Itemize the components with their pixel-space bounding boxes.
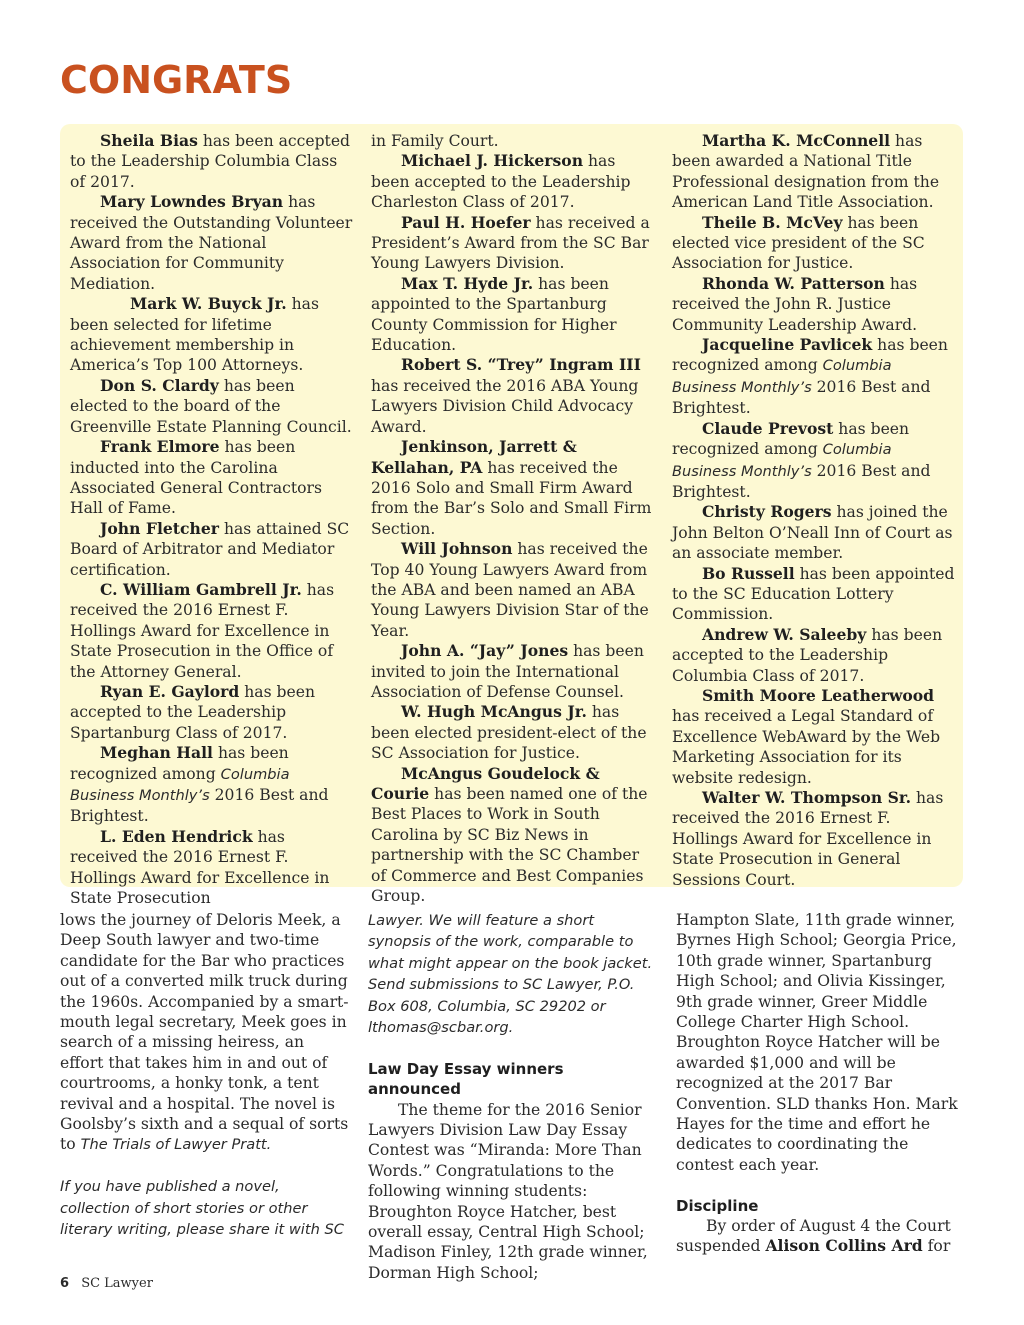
announcement-text: has received the 2016 Ernest F. Hollings Award for Excellence in State Prosecution: [70, 827, 330, 908]
announcement-name: Ryan E. Gaylord: [100, 681, 240, 701]
announcement-item: [70, 131, 354, 192]
column-continuation: in Family Court.: [371, 132, 499, 150]
announcement-text: has been invited to join the International Association of Defense Counsel.: [371, 642, 644, 701]
congrats-column-2-list: [371, 151, 655, 906]
announcement-name: Bo Russell: [702, 563, 795, 583]
announcement-text: has received the Outstanding Volunteer Award from the National Association for Community Mediation.: [70, 193, 353, 293]
book-review-paragraph: [60, 910, 350, 1156]
page-number: 6: [60, 1276, 70, 1291]
announcement-name: John Fletcher: [100, 518, 219, 538]
book-title: The Trials of Lawyer Pratt.: [80, 1136, 272, 1154]
announcement-item: [70, 294, 354, 376]
announcement-item: [371, 764, 655, 907]
discipline-paragraph: [676, 1216, 966, 1257]
congrats-column-3: [672, 131, 956, 890]
announcement-name: Christy Rogers: [702, 502, 832, 522]
announcement-name: Frank Elmore: [100, 437, 220, 457]
discipline-name: Alison Collins Ard: [765, 1236, 923, 1256]
submission-note-start: [60, 1176, 350, 1240]
announcement-item: [70, 376, 354, 437]
submission-note-text-cont: Lawyer. We will feature a short synopsis of the work, comparable to what might appear on the book jacket. Send submissions to SC Lawyer, P.O. Box 608, Columbia, SC 29202 or lthomas@scbar.org.: [368, 912, 653, 1037]
announcement-text: has been inducted into the Carolina Associated General Contractors Hall of Fame.: [70, 438, 322, 518]
publication-title: Columbia Business Monthly’s: [70, 765, 290, 804]
law-day-paragraph-cont: Hampton Slate, 11th grade winner, Byrnes High School; Georgia Price, 10th grade winner, Spartanburg High School; and Olivia Kissinger, 9th grade winner, Greer Middle College Charter High School. Broughton Royce Hatcher will be awarded $1,000 and will be recognized at the 2017 Bar Convention. SLD thanks Hon. Mark Hayes for the time and effort he dedicates to coordinating the contest each year.: [676, 911, 958, 1174]
publication-title: Columbia Business Monthly’s: [672, 357, 892, 396]
announcement-item: [672, 213, 956, 274]
announcement-name: Rhonda W. Patterson: [702, 273, 885, 293]
announcement-text: has been accepted to the Leadership Columbia Class of 2017.: [70, 132, 351, 191]
publication-title: Columbia Business Monthly’s: [672, 441, 892, 480]
announcement-item: [672, 564, 956, 625]
announcement-text: has received the Top 40 Young Lawyers Award from the ABA and been named an ABA Young Lawyers Division Star of the Year.: [371, 540, 649, 640]
announcement-name: Don S. Clardy: [100, 375, 219, 395]
announcement-name: Meghan Hall: [100, 743, 213, 763]
announcement-text: has received a President’s Award from the SC Bar Young Lawyers Division.: [371, 213, 650, 273]
bottom-column-2: [368, 910, 658, 1283]
discipline-text: By order of August 4 the Court suspended: [676, 1217, 951, 1256]
announcement-text: has been recognized among: [672, 419, 910, 459]
announcement-item: [70, 682, 354, 743]
announcement-item: [371, 539, 655, 641]
discipline-heading: Discipline: [676, 1196, 759, 1215]
announcement-name: Sheila Bias: [100, 131, 198, 150]
announcement-item: [371, 213, 655, 274]
announcement-text: has received a Legal Standard of Excellence WebAward by the Web Marketing Association for its website redesign.: [672, 707, 941, 787]
announcement-text: has been awarded a National Title Professional designation from the American Land Title Association.: [672, 132, 940, 212]
page-footer: [60, 1276, 153, 1291]
announcement-text: has attained SC Board of Arbitrator and Mediator certification.: [70, 519, 350, 579]
announcement-item: [371, 151, 655, 212]
announcement-text: has been elected to the board of the Greenville Estate Planning Council.: [70, 376, 352, 436]
announcement-name: Mark W. Buyck Jr.: [130, 294, 287, 314]
announcement-name: C. William Gambrell Jr.: [100, 579, 302, 599]
announcement-item: [371, 641, 655, 702]
announcement-text: has been elected president-elect of the SC Association for Justice.: [371, 703, 647, 763]
announcement-text: has been elected vice president of the SC Association for Justice.: [672, 213, 925, 273]
announcement-name: Jenkinson, Jarrett & Kellahan, PA: [371, 437, 577, 477]
announcement-name: Michael J. Hickerson: [401, 151, 584, 171]
announcement-name: Paul H. Hoefer: [401, 212, 531, 232]
announcement-name: Smith Moore Leatherwood: [702, 685, 935, 705]
law-day-paragraph: The theme for the 2016 Senior Lawyers Division Law Day Essay Contest was “Miranda: More Than Words.” Congratulations to the following winning students: Broughton Royce Hatcher, best overall essay, Central High School; Madison Finley, 12th grade winner, Dorman High School;: [368, 1100, 648, 1282]
announcement-text: has been selected for lifetime achievement membership in America’s Top 100 Attorneys.: [70, 295, 319, 375]
announcement-item: [672, 274, 956, 335]
announcement-text: has been appointed to the SC Education Lottery Commission.: [672, 564, 955, 624]
announcement-name: Martha K. McConnell: [702, 131, 891, 150]
announcement-item: [371, 274, 655, 356]
announcement-text-end: 2016 Best and Brightest.: [672, 377, 931, 418]
announcement-text-end: 2016 Best and Brightest.: [672, 461, 931, 501]
announcement-text: has received the 2016 Ernest F. Hollings Award for Excellence in State Prosecution in General Sessions Court.: [672, 789, 944, 889]
publication-name: SC Lawyer: [81, 1276, 153, 1291]
bottom-column-3: [676, 910, 966, 1257]
announcement-text: has received the John R. Justice Community Leadership Award.: [672, 274, 918, 334]
announcement-item: [672, 788, 956, 890]
announcement-item: [70, 743, 354, 827]
announcement-item: [371, 355, 655, 437]
announcement-text: has joined the John Belton O’Neall Inn of Court as an associate member.: [672, 503, 953, 563]
congrats-column-2: [371, 131, 655, 906]
announcement-name: John A. “Jay” Jones: [401, 641, 569, 661]
announcement-item: [672, 686, 956, 788]
announcement-item: [70, 437, 354, 519]
announcement-name: Jacqueline Pavlicek: [702, 335, 873, 355]
announcement-name: Will Johnson: [401, 539, 513, 559]
announcement-name: L. Eden Hendrick: [100, 826, 253, 846]
announcement-text: has been recognized among: [70, 744, 289, 783]
announcement-item: [371, 702, 655, 763]
announcement-item: [371, 437, 655, 539]
discipline-after: for: [922, 1237, 951, 1256]
announcement-text-end: 2016 Best and Brightest.: [70, 786, 329, 826]
announcement-text: has been appointed to the Spartanburg County Commission for Higher Education.: [371, 274, 617, 355]
announcement-name: Mary Lowndes Bryan: [100, 192, 284, 212]
announcement-name: McAngus Goudelock & Courie: [371, 763, 600, 803]
announcement-text: has received the 2016 Ernest F. Hollings Award for Excellence in State Prosecution in the Office of the Attorney General.: [70, 580, 335, 681]
announcement-name: W. Hugh McAngus Jr.: [401, 702, 587, 722]
announcement-item: [672, 335, 956, 419]
announcement-name: Walter W. Thompson Sr.: [702, 788, 912, 807]
book-review-text: lows the journey of Deloris Meek, a Deep South lawyer and two-time candidate for the Bar who practices out of a converted milk truck during the 1960s. Accompanied by a smart-mouth legal secretary, Meek goes in search of a missing heiress, an effort that takes him in and out of courtrooms, a honky tonk, a tent revival and a hospital. The novel is Goolsby’s sixth and a sequal of sorts to: [60, 911, 349, 1154]
announcement-text: has been accepted to the Leadership Spartanburg Class of 2017.: [70, 682, 316, 742]
submission-note-end: [368, 910, 658, 1038]
page-heading: CONGRATS: [60, 58, 293, 102]
announcement-name: Theile B. McVey: [702, 212, 843, 232]
announcement-name: Robert S. “Trey” Ingram III: [401, 355, 641, 375]
announcement-item: [672, 625, 956, 686]
announcement-text: has been recognized among: [672, 336, 948, 375]
announcement-text: has been named one of the Best Places to Work in South Carolina by SC Biz News in partnership with the SC Chamber of Commerce and Best Companies Group.: [371, 785, 648, 906]
announcement-item: [672, 419, 956, 503]
congrats-column-1: [70, 131, 354, 908]
submission-note-text: If you have published a novel, collection of short stories or other literary writing, please share it with SC: [60, 1178, 344, 1239]
announcement-text: has been accepted to the Leadership Columbia Class of 2017.: [672, 625, 943, 685]
announcement-item: [672, 502, 956, 563]
announcement-item: [672, 131, 956, 213]
announcement-name: Max T. Hyde Jr.: [401, 273, 534, 293]
announcement-item: [70, 827, 354, 909]
bottom-column-1: [60, 910, 350, 1240]
announcement-name: Claude Prevost: [702, 418, 834, 438]
law-day-heading: Law Day Essay winners announced: [368, 1059, 564, 1099]
announcement-item: [70, 519, 354, 580]
announcement-text: has received the 2016 Solo and Small Firm Award from the Bar’s Solo and Small Firm Section.: [371, 458, 652, 538]
announcement-text: has received the 2016 ABA Young Lawyers Division Child Advocacy Award.: [371, 376, 639, 436]
announcement-text: has been accepted to the Leadership Charleston Class of 2017.: [371, 152, 631, 212]
announcement-item: [70, 580, 354, 682]
announcement-item: [70, 192, 354, 294]
announcement-name: Andrew W. Saleeby: [702, 624, 867, 644]
